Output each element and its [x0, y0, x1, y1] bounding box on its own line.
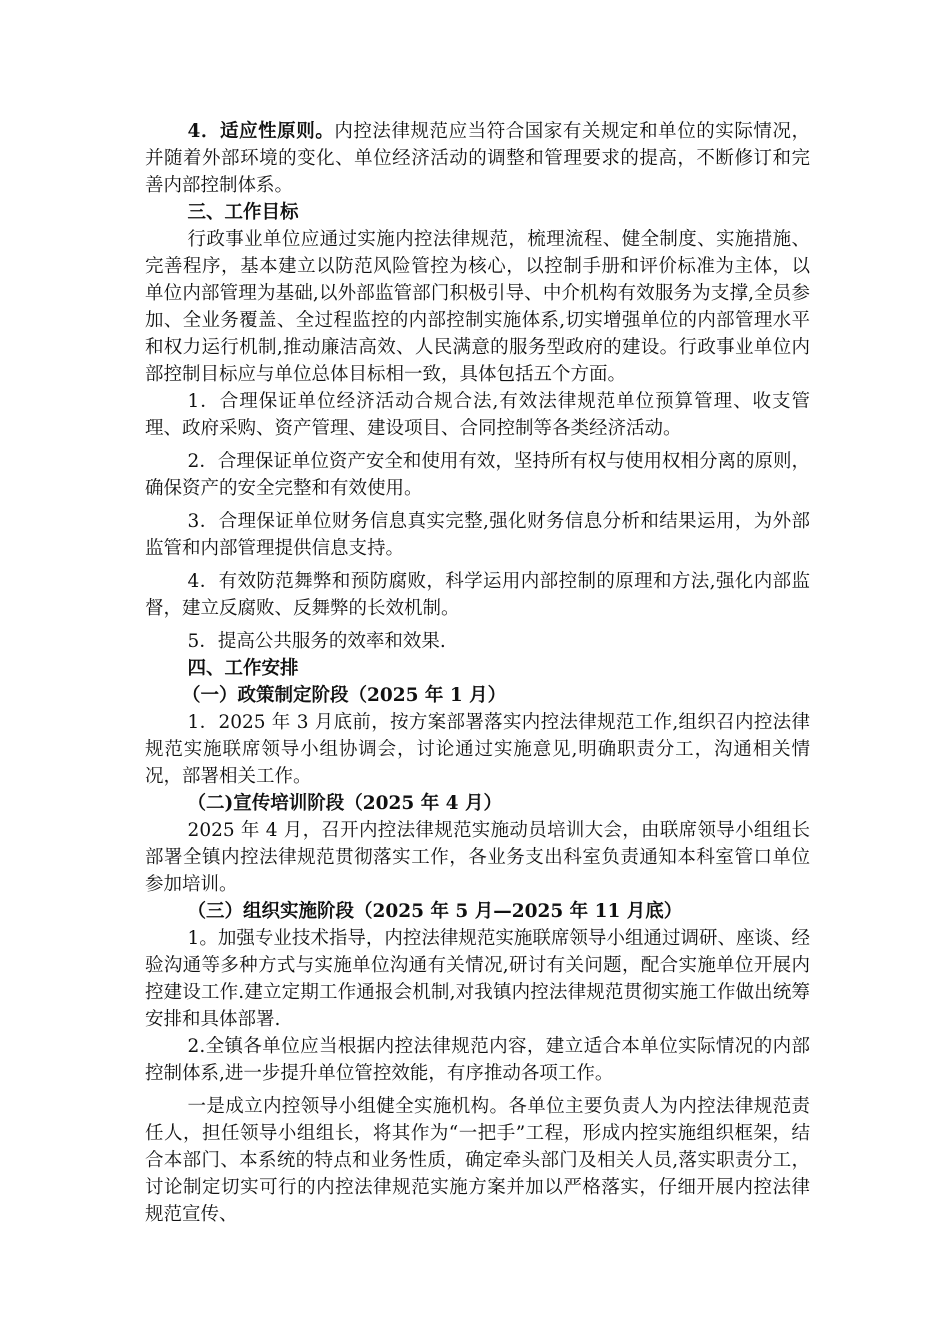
document-body	[145, 118, 810, 1228]
heading-stage-3: （三）组织实施阶段（2025 年 5 月—2025 年 11 月底）	[187, 901, 683, 922]
heading-arrangement: 四、工作安排	[187, 658, 299, 679]
heading-stage-2: （二)宣传培训阶段（2025 年 4 月）	[187, 793, 502, 814]
paragraph-goals: 行政事业单位应通过实施内控法律规范，梳理流程、健全制度、实施措施、完善程序，基本建立以防范风险管控为核心，以控制手册和评价标准为主体，以单位内部管理为基础,以外部监管部门积极引导、中介机构有效服务为支撑,全员参加、全业务覆盖、全过程监控的内部控制实施体系,切实增强单位的内部管理水平和权力运行机制,推动廉洁高效、人民满意的服务型政府的建设。行政事业单位内部控制目标应与单位总体目标相一致，具体包括五个方面。	[145, 229, 810, 385]
heading-stage-1: （一）政策制定阶段（2025 年 1 月）	[182, 685, 507, 706]
principle-4-lead: 4．适应性原则。	[187, 121, 335, 142]
paragraph-goal-2: 2．合理保证单位资产安全和使用有效，坚持所有权与使用权相分离的原则，确保资产的安全完整和有效使用。	[145, 451, 810, 499]
principle-4-body: 内控法律规范应当符合国家有关规定和单位的实际情况，并随着外部环境的变化、单位经济活动的调整和管理要求的提高，不断修订和完善内部控制体系。	[145, 121, 810, 196]
paragraph-goal-1: 1．合理保证单位经济活动合规合法,有效法律规范单位预算管理、收支管理、政府采购、资产管理、建设项目、合同控制等各类经济活动。	[145, 391, 810, 439]
paragraph-goal-5: 5．提高公共服务的效率和效果.	[187, 631, 446, 652]
paragraph-stage-3-item-2: 2.全镇各单位应当根据内控法律规范内容，建立适合本单位实际情况的内部控制体系,进一步提升单位管控效能，有序推动各项工作。	[145, 1036, 810, 1084]
paragraph-stage-3-item-1: 1。加强专业技术指导，内控法律规范实施联席领导小组通过调研、座谈、经验沟通等多种方式与实施单位沟通有关情况,研讨有关问题，配合实施单位开展内控建设工作.建立定期工作通报会机制,对我镇内控法律规范贯彻实施工作做出统筹安排和具体部署.	[145, 928, 810, 1030]
paragraph-stage-3-item-3: 一是成立内控领导小组健全实施机构。各单位主要负责人为内控法律规范责任人，担任领导小组组长，将其作为“一把手”工程，形成内控实施组织框架，结合本部门、本系统的特点和业务性质，确定牵头部门及相关人员,落实职责分工，讨论制定切实可行的内控法律规范实施方案并加以严格落实，仔细开展内控法律规范宣传、	[145, 1096, 810, 1225]
paragraph-goal-4: 4．有效防范舞弊和预防腐败，科学运用内部控制的原理和方法,强化内部监督，建立反腐败、反舞弊的长效机制。	[145, 571, 810, 619]
paragraph-goal-3: 3．合理保证单位财务信息真实完整,强化财务信息分析和结果运用，为外部监管和内部管理提供信息支持。	[145, 511, 810, 559]
paragraph-stage-1: 1．2025 年 3 月底前，按方案部署落实内控法律规范工作,组织召内控法律规范实施联席领导小组协调会，讨论通过实施意见,明确职责分工，沟通相关情况，部署相关工作。	[145, 712, 810, 787]
heading-goals: 三、工作目标	[187, 202, 299, 223]
paragraph-principle-4	[145, 118, 810, 199]
paragraph-stage-2: 2025 年 4 月，召开内控法律规范实施动员培训大会，由联席领导小组组长部署全镇内控法律规范贯彻落实工作，各业务支出科室负责通知本科室管口单位参加培训。	[145, 820, 810, 895]
